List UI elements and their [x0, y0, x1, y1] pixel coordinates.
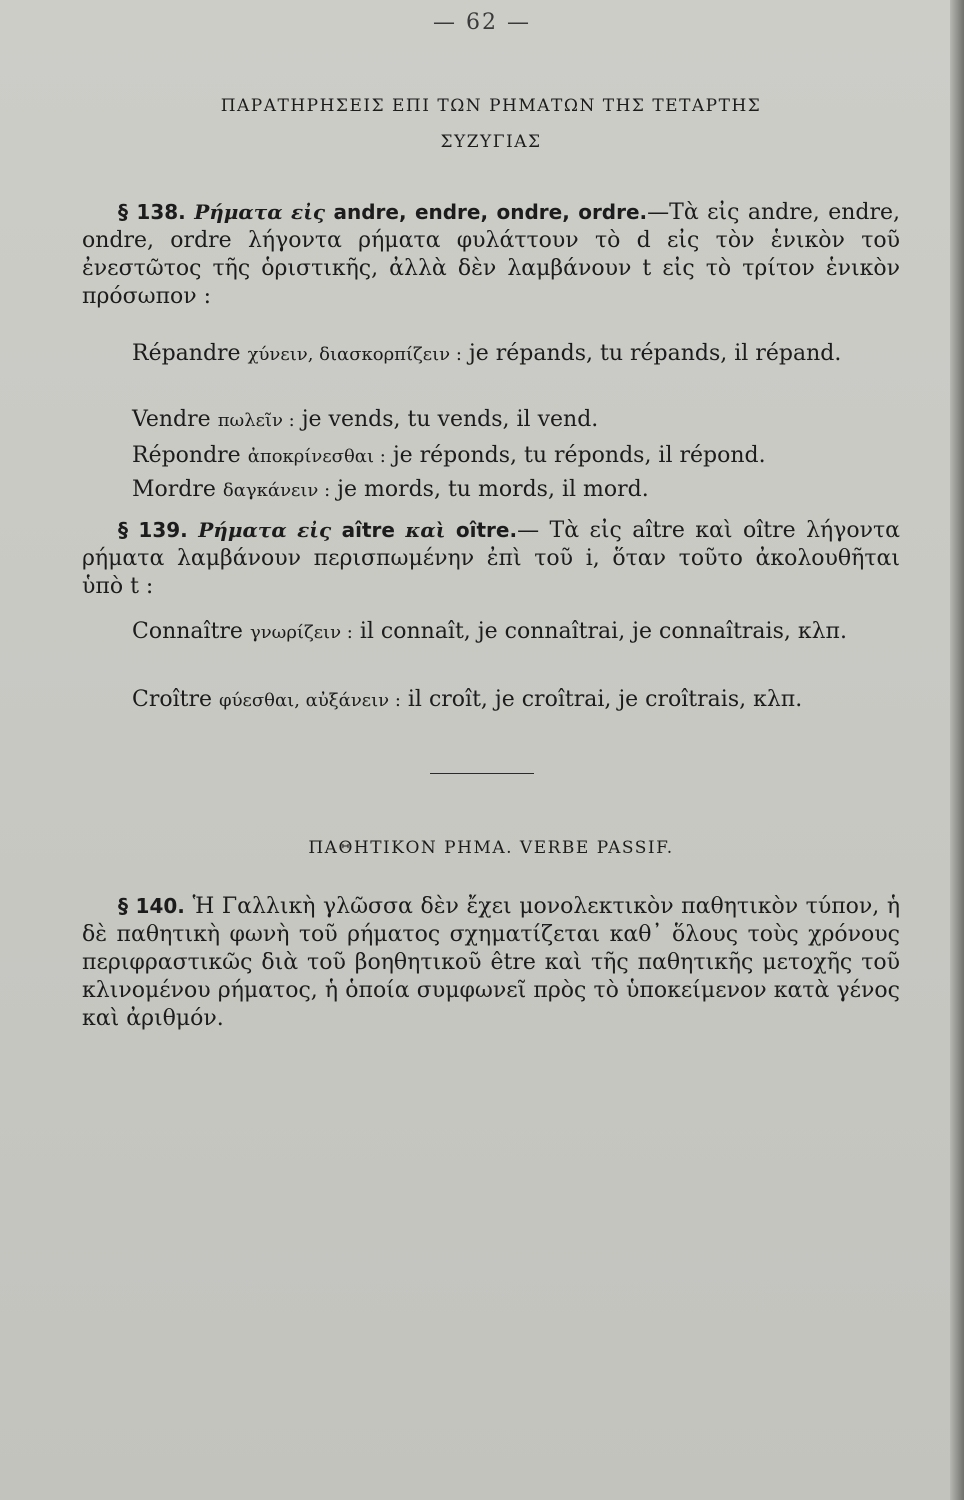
example-repondre: Répondre ἀποκρίνεσθαι : je réponds, tu réponds, il répond. [132, 443, 766, 468]
page-edge-shadow [950, 0, 964, 1500]
example-croitre: Croître φύεσθαι, αὐξάνειν : il croît, je croîtrai, je croîtrais, κλπ. [132, 687, 803, 712]
heading-line-1: ΠΑΡΑΤΗΡΗΣΕΙΣ ΕΠΙ ΤΩΝ ΡΗΜΑΤΩΝ ΤΗΣ ΤΕΤΑΡΤΗΣ [220, 96, 762, 116]
section-title-138: Ρήματα εἰς andre, endre, ondre, ordre. [194, 200, 648, 224]
section-number-140: § 140. [118, 894, 185, 918]
section-number-138: § 138. [118, 200, 186, 224]
section-heading-passive-verb: ΠΑΘΗΤΙΚΟΝ ΡΗΜΑ. VERBE PASSIF. [308, 838, 674, 858]
section-number-139: § 139. [118, 518, 188, 542]
paragraph-138 [82, 198, 900, 311]
page-number: — 62 — [433, 10, 531, 35]
section-divider [430, 773, 534, 774]
example-mordre: Mordre δαγκάνειν : je mords, tu mords, il mord. [132, 477, 649, 502]
section-body-138: —Τὰ εἰς andre, endre, ondre, ordre λήγοντα ρήματα φυλάττουν τὸ d εἰς τὸν ἑνικὸν τοῦ ἐνεστῶτος τῆς ὁριστικῆς, ἀλλὰ δὲν λαμβάνουν t εἰς τὸ τρίτον ἑνικὸν πρόσωπον : [82, 200, 901, 309]
example-vendre: Vendre πωλεῖν : je vends, tu vends, il vend. [132, 407, 599, 432]
heading-line-2: ΣΥΖΥΓΙΑΣ [440, 132, 542, 152]
paragraph-140 [82, 892, 900, 1033]
paragraph-139 [82, 516, 900, 601]
section-heading-fourth-conjugation [82, 88, 900, 160]
section-title-139: Ρήματα εἰς aître καὶ oître. [198, 518, 518, 542]
section-body-140: Ἡ Γαλλικὴ γλῶσσα δὲν ἔχει μονολεκτικὸν παθητικὸν τύπον, ἡ δὲ παθητικὴ φωνὴ τοῦ ρήματος σχηματίζεται καθ᾽ ὅλους τοὺς χρόνους περιφραστικῶς διὰ τοῦ βοηθητικοῦ être καὶ τῆς παθητικῆς μετοχῆς τοῦ κλινομένου ρήματος, ἡ ὁποία συμφωνεῖ πρὸς τὸ ὑποκείμενον κατὰ γένος καὶ ἀριθμόν. [82, 894, 901, 1031]
example-repandre: Répandre χύνειν, διασκορπίζειν : je répands, tu répands, il répand. [132, 341, 842, 366]
section-body-139: — Τὰ εἰς aître καὶ oître λήγοντα ρήματα λαμβάνουν περισπωμένην ἐπὶ τοῦ i, ὅταν τοῦτο ἀκολουθῆται ὑπὸ t : [82, 518, 901, 599]
example-connaitre: Connaître γνωρίζειν : il connaît, je connaîtrai, je connaîtrais, κλπ. [132, 619, 848, 644]
